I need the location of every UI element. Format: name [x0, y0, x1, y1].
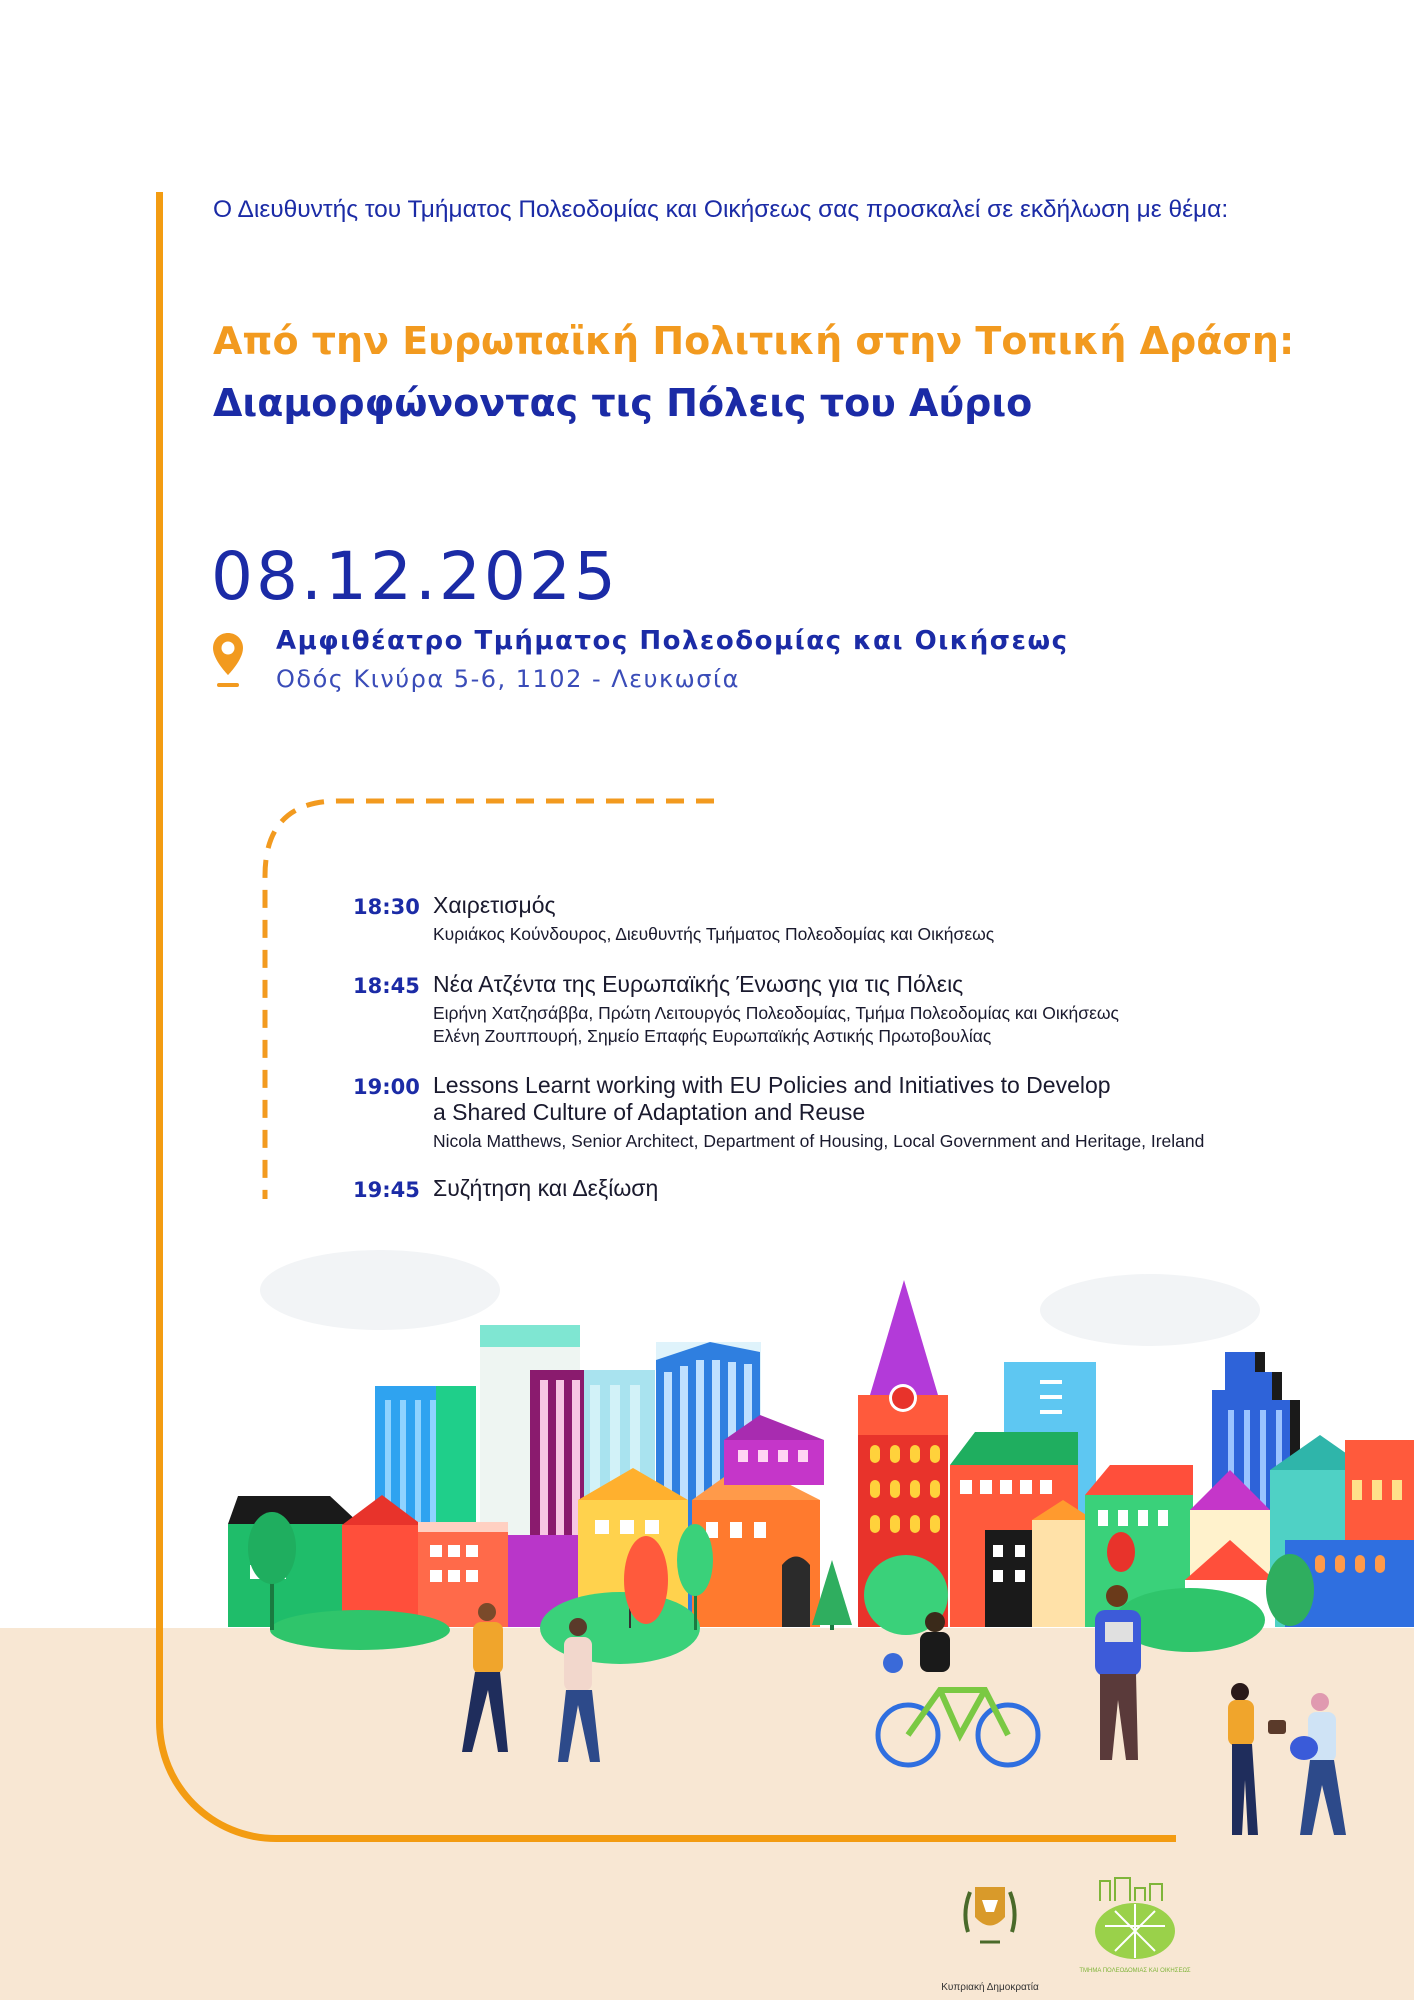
event-title-line-2: Διαμορφώνοντας τις Πόλεις του Αύριο: [213, 381, 1033, 425]
venue-address: Οδός Κινύρα 5-6, 1102 - Λευκωσία: [276, 665, 740, 693]
event-title-line-1: Από την Ευρωπαϊκή Πολιτική στην Τοπική Δράση:: [213, 319, 1295, 363]
agenda-title: Συζήτηση και Δεξίωση: [433, 1175, 659, 1201]
agenda-speaker-line: Ελένη Ζουππουρή, Σημείο Επαφής Ευρωπαϊκής Αστικής Πρωτοβουλίας: [433, 1026, 992, 1046]
agenda-time: 18:30: [353, 895, 420, 919]
agenda-speaker: Κυριάκος Κούνδουρος, Διευθυντής Τμήματος Πολεοδομίας και Οικήσεως: [433, 924, 995, 944]
agenda-title: Χαιρετισμός: [433, 892, 556, 918]
person-with-bag: [1228, 1683, 1286, 1835]
cyprus-crest-logo: [960, 1872, 1020, 1974]
crest-caption: Κυπριακή Δημοκρατία: [941, 1982, 1039, 1993]
invitation-intro: Ο Διευθυντής του Τμήματος Πολεοδομίας και Οικήσεως σας προσκαλεί σε εκδήλωση με θέμα:: [213, 196, 1229, 223]
agenda-title: [433, 1072, 1204, 1126]
agenda-title-line: Lessons Learnt working with EU Policies and Initiatives to Develop: [433, 1072, 1111, 1098]
person-walking-3: [1290, 1693, 1346, 1835]
agenda-item: [353, 1175, 658, 1202]
dept-logo-text: ΤΜΗΜΑ ΠΟΛΕΟΔΟΜΙΑΣ ΚΑΙ ΟΙΚΗΣΕΩΣ: [1079, 1968, 1191, 1974]
agenda-time: 19:45: [353, 1178, 420, 1202]
agenda-speaker: Nicola Matthews, Senior Architect, Department of Housing, Local Government and Heritage, Ireland: [433, 1131, 1205, 1151]
agenda-speaker-line: Ειρήνη Χατζησάββα, Πρώτη Λειτουργός Πολεοδομίας, Τμήμα Πολεοδομίας και Οικήσεως: [433, 1003, 1119, 1023]
event-title: [213, 319, 1295, 425]
agenda-title-line: a Shared Culture of Adaptation and Reuse: [433, 1099, 866, 1125]
agenda-item: [353, 971, 1119, 1048]
agenda-time: 19:00: [353, 1075, 420, 1099]
agenda-item: [353, 892, 994, 946]
planning-department-logo: [1079, 1876, 1191, 1976]
location-pin-icon: [211, 631, 245, 689]
person-with-tablet: [1095, 1585, 1141, 1760]
city-illustration: [0, 1260, 1414, 1860]
event-date: 08.12.2025: [211, 538, 619, 615]
agenda-item: [353, 1072, 1204, 1153]
agenda-speaker: [433, 1002, 1119, 1048]
agenda-title: Νέα Ατζέντα της Ευρωπαϊκής Ένωσης για τις Πόλεις: [433, 971, 964, 997]
venue-name: Αμφιθέατρο Τμήματος Πολεοδομίας και Οικήσεως: [276, 626, 1069, 656]
agenda-time: 18:45: [353, 974, 420, 998]
cyclist: [878, 1612, 1038, 1765]
